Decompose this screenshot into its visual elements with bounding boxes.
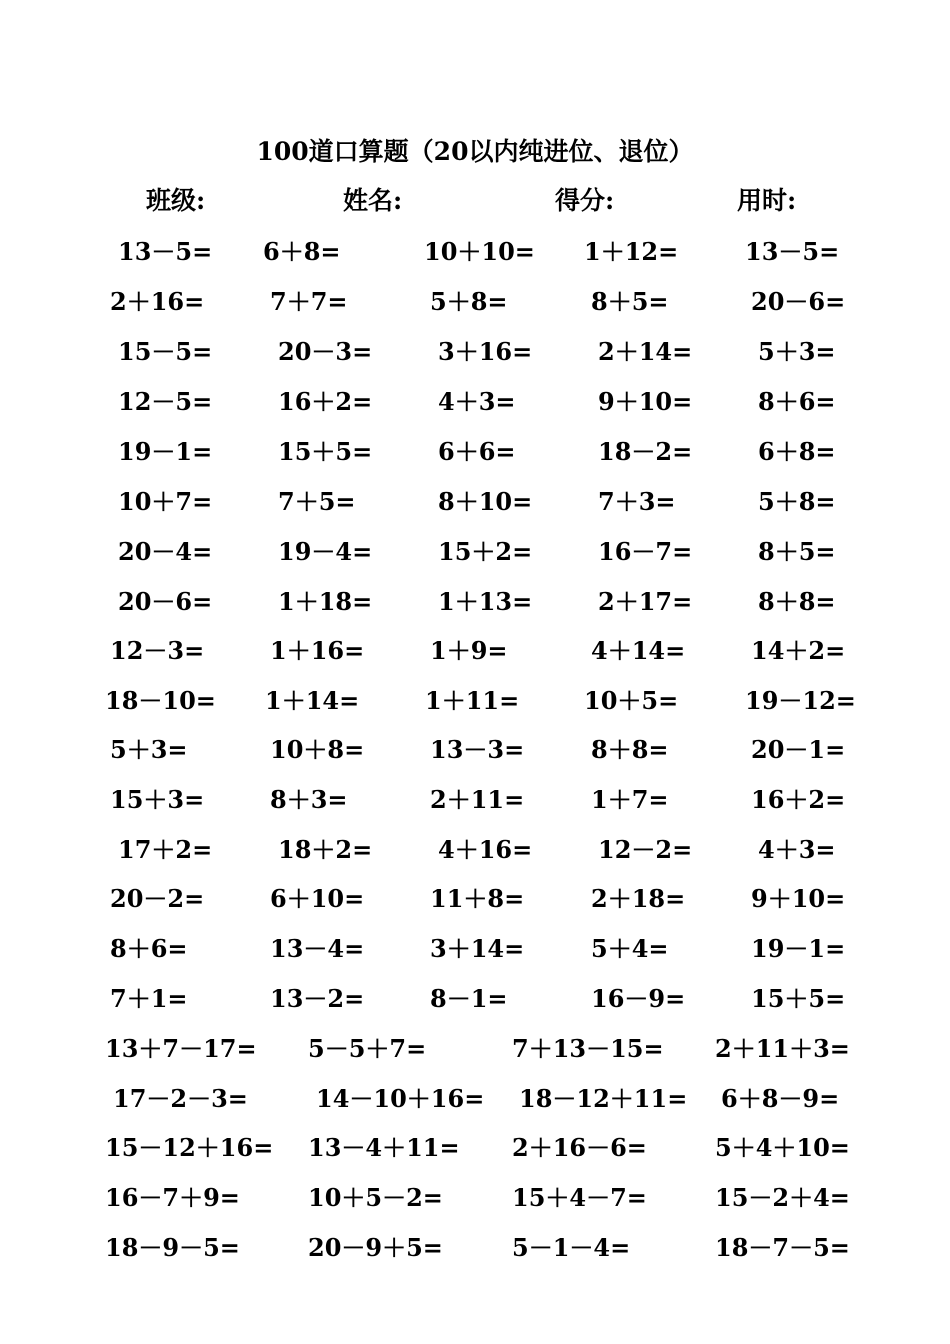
problem-cell: 18－2= — [598, 437, 693, 466]
problem-cell: 6＋8= — [263, 237, 341, 266]
problem-cell: 5＋8= — [758, 487, 836, 516]
problem-cell: 2＋11= — [430, 785, 525, 814]
problem-cell: 8＋6= — [758, 387, 836, 416]
problem-cell: 3＋14= — [430, 934, 525, 963]
problem-cell: 4＋3= — [758, 835, 836, 864]
problem-cell: 9＋10= — [751, 884, 846, 913]
problem-cell: 5＋4＋10= — [715, 1133, 850, 1162]
problem-row — [0, 382, 950, 422]
problem-cell: 20－2= — [110, 884, 205, 913]
problem-cell: 13＋7－17= — [105, 1034, 257, 1063]
problem-cell: 7＋7= — [270, 287, 348, 316]
problem-cell: 12－5= — [118, 387, 213, 416]
problem-row — [0, 879, 950, 919]
problem-cell: 18－7－5= — [715, 1233, 850, 1262]
problem-cell: 16－9= — [591, 984, 686, 1013]
problem-cell: 20－6= — [118, 587, 213, 616]
problem-cell: 17－2－3= — [113, 1084, 248, 1113]
problem-cell: 7＋3= — [598, 487, 676, 516]
problem-cell: 8＋5= — [591, 287, 669, 316]
problem-cell: 12－2= — [598, 835, 693, 864]
problem-cell: 2＋14= — [598, 337, 693, 366]
problem-row — [0, 780, 950, 820]
problem-cell: 2＋16= — [110, 287, 205, 316]
problem-cell: 10＋8= — [270, 735, 365, 764]
problem-cell: 1＋18= — [278, 587, 373, 616]
problem-row — [0, 332, 950, 372]
problem-cell: 2＋18= — [591, 884, 686, 913]
problem-row — [0, 1228, 950, 1268]
problem-cell: 8＋8= — [591, 735, 669, 764]
problem-cell: 2＋17= — [598, 587, 693, 616]
problem-cell: 8＋6= — [110, 934, 188, 963]
problem-cell: 4＋16= — [438, 835, 533, 864]
problem-cell: 10＋5= — [584, 686, 679, 715]
name-label: 姓名: — [343, 186, 403, 215]
problem-cell: 5＋8= — [430, 287, 508, 316]
problem-row — [0, 1079, 950, 1119]
problem-cell: 15＋2= — [438, 537, 533, 566]
problem-cell: 3＋16= — [438, 337, 533, 366]
problem-cell: 5＋3= — [110, 735, 188, 764]
problem-cell: 13－5= — [745, 237, 840, 266]
problem-cell: 5－1－4= — [512, 1233, 631, 1262]
problem-cell: 13－4＋11= — [308, 1133, 460, 1162]
problem-cell: 1＋14= — [265, 686, 360, 715]
problem-cell: 1＋13= — [438, 587, 533, 616]
problem-cell: 20－4= — [118, 537, 213, 566]
problem-cell: 15＋5= — [278, 437, 373, 466]
problem-row — [0, 532, 950, 572]
problem-row — [0, 282, 950, 322]
problem-cell: 14＋2= — [751, 636, 846, 665]
problem-row — [0, 1178, 950, 1218]
problem-row — [0, 631, 950, 671]
page-title: 100道口算题（20以内纯进位、退位） — [256, 137, 694, 166]
problem-cell: 6＋8= — [758, 437, 836, 466]
problem-row — [0, 482, 950, 522]
problem-row — [0, 929, 950, 969]
problem-row — [0, 681, 950, 721]
problem-cell: 14－10＋16= — [316, 1084, 485, 1113]
problem-cell: 19－1= — [751, 934, 846, 963]
problem-cell: 8－1= — [430, 984, 508, 1013]
problem-cell: 15－12＋16= — [105, 1133, 274, 1162]
problem-cell: 4＋14= — [591, 636, 686, 665]
problem-row — [0, 432, 950, 472]
problem-cell: 20－1= — [751, 735, 846, 764]
problem-cell: 20－6= — [751, 287, 846, 316]
problem-cell: 8＋10= — [438, 487, 533, 516]
problem-row — [0, 830, 950, 870]
problem-cell: 13－2= — [270, 984, 365, 1013]
problem-cell: 7＋1= — [110, 984, 188, 1013]
problem-cell: 1＋7= — [591, 785, 669, 814]
problem-cell: 1＋16= — [270, 636, 365, 665]
problem-cell: 1＋9= — [430, 636, 508, 665]
problem-cell: 17＋2= — [118, 835, 213, 864]
problem-cell: 16－7= — [598, 537, 693, 566]
problem-row — [0, 1029, 950, 1069]
problem-cell: 9＋10= — [598, 387, 693, 416]
problem-cell: 15＋5= — [751, 984, 846, 1013]
problem-row — [0, 979, 950, 1019]
problem-row — [0, 582, 950, 622]
problem-cell: 10＋5－2= — [308, 1183, 443, 1212]
problem-cell: 18＋2= — [278, 835, 373, 864]
problem-row — [0, 730, 950, 770]
score-label: 得分: — [555, 186, 615, 215]
problem-cell: 16－7＋9= — [105, 1183, 240, 1212]
problem-cell: 13－4= — [270, 934, 365, 963]
problem-cell: 19－1= — [118, 437, 213, 466]
problem-cell: 15＋4－7= — [512, 1183, 647, 1212]
class-label: 班级: — [146, 186, 206, 215]
problem-cell: 16＋2= — [278, 387, 373, 416]
problem-cell: 13－3= — [430, 735, 525, 764]
problem-cell: 1＋11= — [425, 686, 520, 715]
problem-cell: 5＋3= — [758, 337, 836, 366]
time-label: 用时: — [737, 186, 797, 215]
problem-cell: 20－9＋5= — [308, 1233, 443, 1262]
problem-cell: 6＋10= — [270, 884, 365, 913]
problem-cell: 7＋5= — [278, 487, 356, 516]
problem-cell: 10＋10= — [424, 237, 535, 266]
problem-cell: 8＋5= — [758, 537, 836, 566]
problem-cell: 15－5= — [118, 337, 213, 366]
problem-cell: 12－3= — [110, 636, 205, 665]
problem-cell: 5＋4= — [591, 934, 669, 963]
problem-cell: 5－5＋7= — [308, 1034, 427, 1063]
problem-cell: 16＋2= — [751, 785, 846, 814]
problem-cell: 2＋11＋3= — [715, 1034, 850, 1063]
problem-cell: 13－5= — [118, 237, 213, 266]
problem-cell: 19－12= — [745, 686, 856, 715]
problem-cell: 18－12＋11= — [519, 1084, 688, 1113]
problem-cell: 11＋8= — [430, 884, 525, 913]
problem-cell: 8＋8= — [758, 587, 836, 616]
problem-cell: 4＋3= — [438, 387, 516, 416]
problem-row — [0, 1128, 950, 1168]
problem-cell: 2＋16－6= — [512, 1133, 647, 1162]
problem-cell: 20－3= — [278, 337, 373, 366]
problem-cell: 1＋12= — [584, 237, 679, 266]
problem-cell: 18－9－5= — [105, 1233, 240, 1262]
problem-cell: 19－4= — [278, 537, 373, 566]
problem-cell: 15－2＋4= — [715, 1183, 850, 1212]
problem-cell: 15＋3= — [110, 785, 205, 814]
problem-cell: 7＋13－15= — [512, 1034, 664, 1063]
problem-cell: 6＋8－9= — [721, 1084, 840, 1113]
problem-cell: 18－10= — [105, 686, 216, 715]
problem-row — [0, 232, 950, 272]
problem-cell: 8＋3= — [270, 785, 348, 814]
problem-cell: 6＋6= — [438, 437, 516, 466]
problem-cell: 10＋7= — [118, 487, 213, 516]
